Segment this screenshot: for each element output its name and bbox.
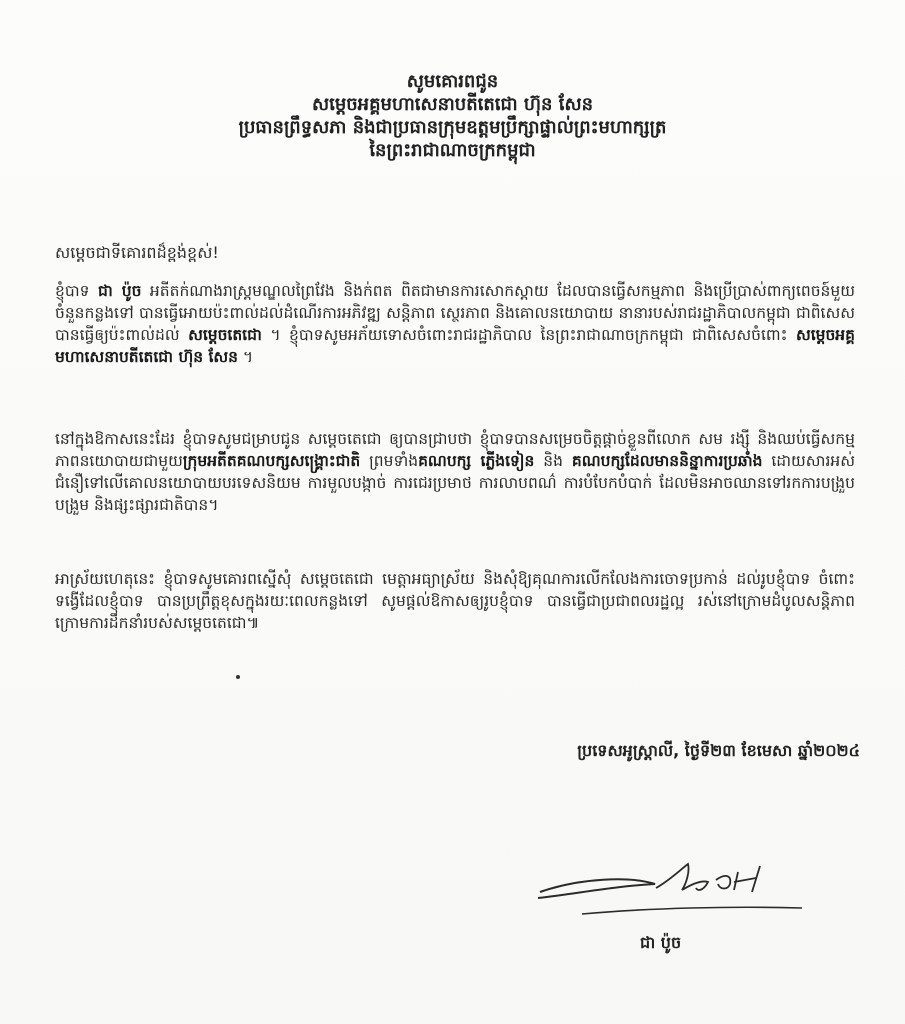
p1-text-2: អតីតក់ណាងរាស្រ្តមណ្ឌលព្រៃវែង និងក់ពត ពិតជាមានការសោកស្តាយ ដែលបានធ្វើសកម្មភាព និងប្រើប្រាស់ពាក្យពេចន៍មួយចំនួនកន្លងទៅ បានធ្វើអោយប៉ះពាល់ដល់ដំណើរការអភិវឌ្ឍ សន្តិភាព ស្ថេរភាព និងគោលនយោបាយ នានារបស់រាជរដ្ឋាភិបាលកម្ពុជា ជាពិសេសបានធ្វើឲ្យប៉ះពាល់ដល់ (55, 282, 855, 344)
p2-text-4: ដោយសារអស់ជំនឿទៅលើគោលនយោបាយបរទេសនិយម ការមួលបង្កាច់ ការជេរប្រមាថ ការលាបពណ៌ ការបំបែកបំបាក់ ដែលមិនអាចឈានទៅរកការបង្រួបបង្រួម និងផ្សះផ្សារជាតិបាន។ (55, 452, 855, 514)
p1-bold-addressee-full: សម្តេចអគ្គមហាសេនាបតីតេជោ ហ៊ុន សែន (55, 326, 855, 366)
p2-bold-opposition: គណបក្សដែលមាននិន្នាការប្រឆាំង (571, 452, 763, 470)
date-line: ប្រទេសអូស្ត្រាលី, ថ្ងៃទី២៣ ខែមេសា ឆ្នាំ២០២៤ (577, 741, 860, 760)
p2-bold-cnrp: ក្រុមអតីតគណបក្សសង្គ្រោះជាតិ (182, 452, 361, 470)
header-line-1: សូមគោរពជូន (406, 71, 499, 92)
signature (520, 850, 810, 930)
signature-drawing (520, 850, 810, 930)
p2-text-2: ព្រមទាំង (360, 452, 419, 470)
p2-text-1: នៅក្នុងឱកាសនេះដែរ ខ្ញុំបាទសូមជម្រាបជូន សម្តេចតេជោ ឲ្យបានជ្រាបថា ខ្ញុំបាទបានសម្រេចចិត្តផ្តាច់ខ្លួនពីលោក សម រង្ស៊ី និងឈប់ធ្វើសកម្មភាពនយោបាយជាមួយ (55, 430, 855, 470)
p1-text-3: ។ ខ្ញុំបាទសូមអភ័យទោសចំពោះរាជរដ្ឋាភិបាល នៃព្រះរាជាណាចក្រកម្ពុជា ជាពិសេសចំពោះ (261, 326, 796, 344)
header-line-2: សម្តេចអគ្គមហាសេនាបតីតេជោ ហ៊ុន សែន (311, 94, 594, 115)
p2-bold-candlelight: គណបក្ស ភ្លើងទៀន (418, 452, 535, 470)
p1-text-1: ខ្ញុំបាទ (55, 282, 98, 300)
ink-speck (236, 675, 240, 679)
p1-bold-author: ជា ប៉ូច (97, 282, 142, 300)
p1-text-4: ។ (237, 348, 254, 366)
p2-text-3: និង (534, 452, 572, 470)
header-line-4: នៃព្រះរាជាណាចក្រកម្ពុជា (369, 140, 536, 161)
paragraph-withdrawal (55, 428, 855, 516)
paragraph-request (55, 568, 855, 634)
salutation: សម្តេចជាទីគោរពដ៏ខ្ពង់ខ្ពស់! (55, 243, 219, 262)
letter-header (60, 70, 845, 162)
header-line-3: ប្រធានព្រឹទ្ធសភា និងជាប្រធានក្រុមឧត្តមប្រឹក្សាផ្ទាល់ព្រះមហាក្សត្រ (238, 117, 667, 138)
p3-text-1: អាស្រ័យហេតុនេះ ខ្ញុំបាទសូមគោរពស្នើសុំ សម្តេចតេជោ មេត្តាអធ្យាស្រ័យ និងសុំឱ្យគុណការលើកលែងការចោទប្រកាន់ ដល់រូបខ្ញុំបាទ ចំពោះទង្វើដែលខ្ញុំបាទ បានប្រព្រឹត្តខុសក្នុងរយៈពេលកន្លងទៅ សូមផ្តល់ឱកាសឲ្យរូបខ្ញុំបាទ បានធ្វើជាប្រជាពលរដ្ឋល្អ រស់នៅក្រោមដំបូលសន្តិភាព ក្រោមការដឹកនាំរបស់សម្តេចតេជោ៕ (55, 570, 855, 632)
p1-bold-addressee-short: សម្តេចតេជោ (188, 326, 262, 344)
paragraph-apology (55, 280, 855, 368)
signer-name: ជា ប៉ូច (640, 933, 682, 952)
